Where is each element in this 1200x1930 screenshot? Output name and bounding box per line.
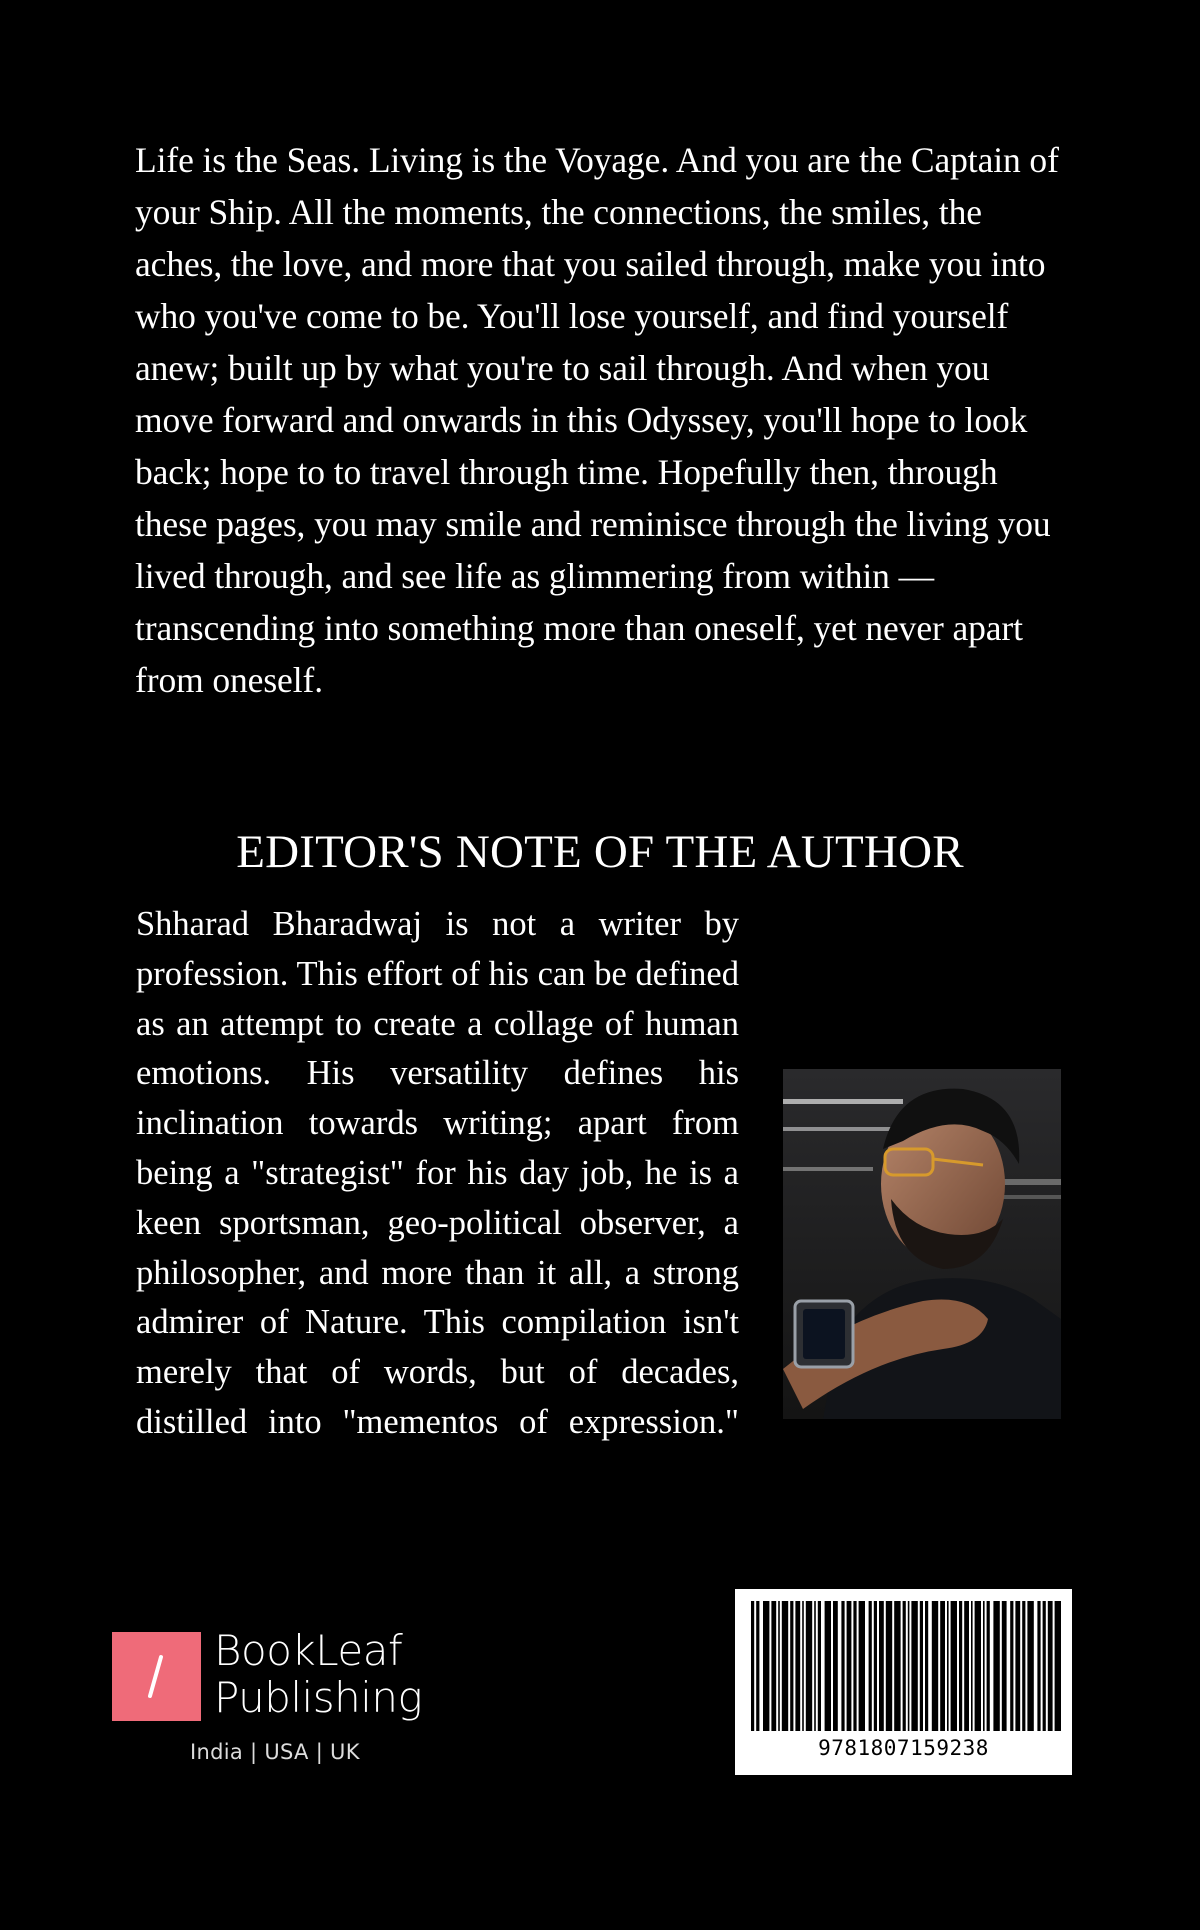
barcode-bar (806, 1601, 812, 1731)
author-photo (783, 1069, 1061, 1419)
barcode-bar (825, 1601, 831, 1731)
barcode-bar (1043, 1601, 1046, 1731)
barcode-bar (1015, 1601, 1020, 1731)
barcode-bars (735, 1589, 1072, 1739)
barcode-bar (782, 1601, 788, 1731)
barcode-bar (814, 1601, 816, 1731)
barcode-bar (1037, 1601, 1040, 1731)
barcode-bar (751, 1601, 754, 1731)
barcode-bar (947, 1601, 949, 1731)
barcode-bar (920, 1601, 923, 1731)
publisher-name-line1: BookLeaf (214, 1626, 403, 1675)
barcode-bar (869, 1601, 872, 1731)
slash-logo-icon (112, 1632, 201, 1721)
barcode-bar (940, 1601, 945, 1731)
barcode-bar (951, 1601, 957, 1731)
barcode-bar (841, 1601, 844, 1731)
barcode-bar (971, 1601, 973, 1731)
barcode-bar (847, 1601, 852, 1731)
barcode-bar (833, 1601, 838, 1731)
barcode-bar (756, 1601, 759, 1731)
barcode-bar (903, 1601, 906, 1731)
barcode-bar (853, 1601, 856, 1731)
publisher-name-line2: Publishing (214, 1673, 423, 1722)
editor-note-heading: EDITOR'S NOTE OF THE AUTHOR (236, 826, 964, 878)
barcode-bar (818, 1601, 821, 1731)
barcode-bar (983, 1601, 985, 1731)
barcode-bar (911, 1601, 917, 1731)
barcode-bar (932, 1601, 938, 1731)
isbn-number: 9781807159238 (818, 1736, 989, 1760)
barcode-bar (894, 1601, 900, 1731)
isbn-barcode (735, 1589, 1072, 1775)
publisher-logo (112, 1626, 452, 1767)
barcode-bar (879, 1601, 884, 1731)
barcode-bar (1027, 1601, 1033, 1731)
barcode-bar (925, 1601, 928, 1731)
publisher-name (214, 1627, 422, 1721)
barcode-bar (1010, 1601, 1013, 1731)
barcode-bar (886, 1601, 892, 1731)
barcode-bar (795, 1601, 800, 1731)
barcode-bar (802, 1601, 804, 1731)
barcode-bar (987, 1601, 990, 1731)
publisher-regions: India | USA | UK (190, 1740, 360, 1764)
barcode-bar (778, 1601, 780, 1731)
barcode-bar (1002, 1601, 1007, 1731)
barcode-bar (964, 1601, 969, 1731)
barcode-bar (763, 1601, 769, 1731)
barcode-bar (1055, 1601, 1061, 1731)
barcode-bar (975, 1601, 981, 1731)
barcode-bar (1022, 1601, 1025, 1731)
barcode-bar (993, 1601, 999, 1731)
barcode-bar (874, 1601, 877, 1731)
barcode-bar (790, 1601, 793, 1731)
barcode-bar (771, 1601, 776, 1731)
barcode-bar (1048, 1601, 1053, 1731)
barcode-bar (859, 1601, 865, 1731)
back-cover-blurb: Life is the Seas. Living is the Voyage. And you are the Captain of your Ship. All the moments, the connections, the smiles, the aches, the love, and more that you sailed through, make you into who you've come to be. You'll lose yourself, and find yourself anew; built up by what you're to sail through. And when you move forward and onwards in this Odyssey, you'll hope to look back; hope to to travel through time. Hopefully then, through these pages, you may smile and reminisce through the living you lived through, and see life as glimmering from within — transcending into something more than oneself, yet never apart from oneself. (135, 140, 1059, 700)
barcode-bar (908, 1601, 910, 1731)
author-bio: Shharad Bharadwaj is not a writer by profession. This effort of his can be defined as an attempt to create a collage of human emotions. His versatility defines his inclination towards writing; apart from being a "strategist" for his day job, he is a keen sportsman, geo-political observer, a philosopher, and more than it all, a strong admirer of Nature. This compilation isn't merely that of words, but of decades, distilled into "mementos of expression." (136, 905, 739, 1441)
barcode-bar (959, 1601, 962, 1731)
